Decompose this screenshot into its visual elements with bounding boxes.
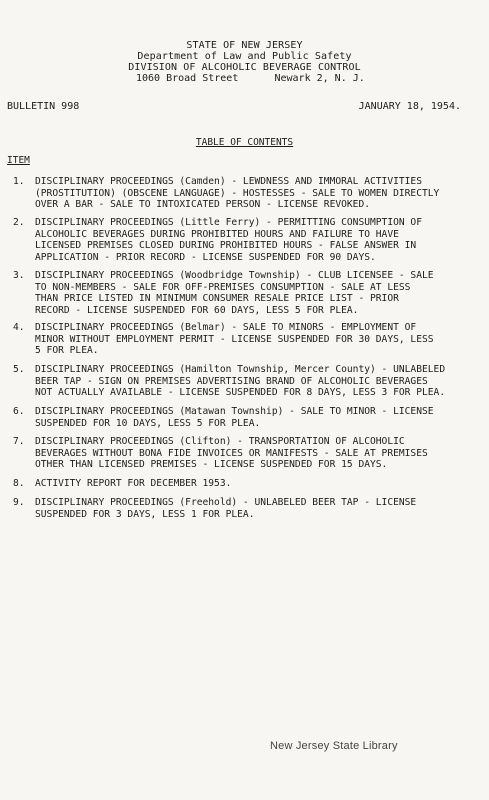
library-stamp: New Jersey State Library (270, 740, 398, 752)
item-text: DISCIPLINARY PROCEEDINGS (Hamilton Township, Mercer County) - UNLABELED BEER TAP - SIGN ON PREMISES ADVERTISING BRAND OF ALCOHOLIC BEVERAGES NOT ACTUALLY AVAILABLE - LICENSE SUSPENDED FOR 8 DAYS, LESS 3 FOR PLEA. (35, 364, 446, 398)
bulletin-number: BULLETIN 998 (7, 101, 80, 112)
item-number: 2. (13, 217, 25, 228)
item-text: ACTIVITY REPORT FOR DECEMBER 1953. (35, 478, 232, 489)
header-state: STATE OF NEW JERSEY (186, 40, 303, 51)
item-number: 4. (13, 322, 25, 333)
item-text: DISCIPLINARY PROCEEDINGS (Woodbridge Township) - CLUB LICENSEE - SALE TO NON-MEMBERS - SALE FOR OFF-PREMISES CONSUMPTION - SALE AT LESS THAN PRICE LISTED IN MINIMUM CONSUMER RESALE PRICE LIST - PRIOR RECORD - LICENSE SUSPENDED FOR 60 DAYS, LESS 5 FOR PLEA. (35, 270, 434, 316)
item-number: 7. (13, 436, 25, 447)
item-number: 6. (13, 406, 25, 417)
bulletin-date: JANUARY 18, 1954. (358, 101, 461, 112)
item-text: DISCIPLINARY PROCEEDINGS (Matawan Township) - SALE TO MINOR - LICENSE SUSPENDED FOR 10 DAYS, LESS 5 FOR PLEA. (35, 406, 434, 429)
toc-title: TABLE OF CONTENTS (195, 137, 294, 148)
item-text: DISCIPLINARY PROCEEDINGS (Camden) - LEWDNESS AND IMMORAL ACTIVITIES (PROSTITUTION) (OBSCENE LANGUAGE) - HOSTESSES - SALE TO WOMEN DIRECTLY OVER A BAR - SALE TO INTOXICATED PERSON - LICENSE REVOKED. (35, 176, 440, 210)
item-text: DISCIPLINARY PROCEEDINGS (Belmar) - SALE TO MINORS - EMPLOYMENT OF MINOR WITHOUT EMPLOYMENT PERMIT - LICENSE SUSPENDED FOR 30 DAYS, LESS 5 FOR PLEA. (35, 322, 434, 356)
header-department: Department of Law and Public Safety (137, 51, 352, 62)
item-number: 1. (13, 176, 25, 187)
item-text: DISCIPLINARY PROCEEDINGS (Freehold) - UNLABELED BEER TAP - LICENSE SUSPENDED FOR 3 DAYS, LESS 1 FOR PLEA. (35, 497, 417, 520)
item-number: 8. (13, 478, 25, 489)
header-division: DIVISION OF ALCOHOLIC BEVERAGE CONTROL (128, 62, 361, 73)
item-text: DISCIPLINARY PROCEEDINGS (Little Ferry) - PERMITTING CONSUMPTION OF ALCOHOLIC BEVERAGES DURING PROHIBITED HOURS AND FAILURE TO HAVE LICENSED PREMISES CLOSED DURING PROHIBITED HOURS - FALSE ANSWER IN APPLICATION - PRIOR RECORD - LICENSE SUSPENDED FOR 90 DAYS. (35, 217, 422, 263)
item-text: DISCIPLINARY PROCEEDINGS (Clifton) - TRANSPORTATION OF ALCOHOLIC BEVERAGES WITHOUT BONA FIDE INVOICES OR MANIFESTS - SALE AT PREMISES OTHER THAN LICENSED PREMISES - LICENSE SUSPENDED FOR 15 DAYS. (35, 436, 428, 470)
header-address: 1060 Broad Street Newark 2, N. J. (136, 73, 365, 84)
item-heading: ITEM (7, 155, 30, 166)
item-number: 3. (13, 270, 25, 281)
item-number: 9. (13, 497, 25, 508)
item-number: 5. (13, 364, 25, 375)
